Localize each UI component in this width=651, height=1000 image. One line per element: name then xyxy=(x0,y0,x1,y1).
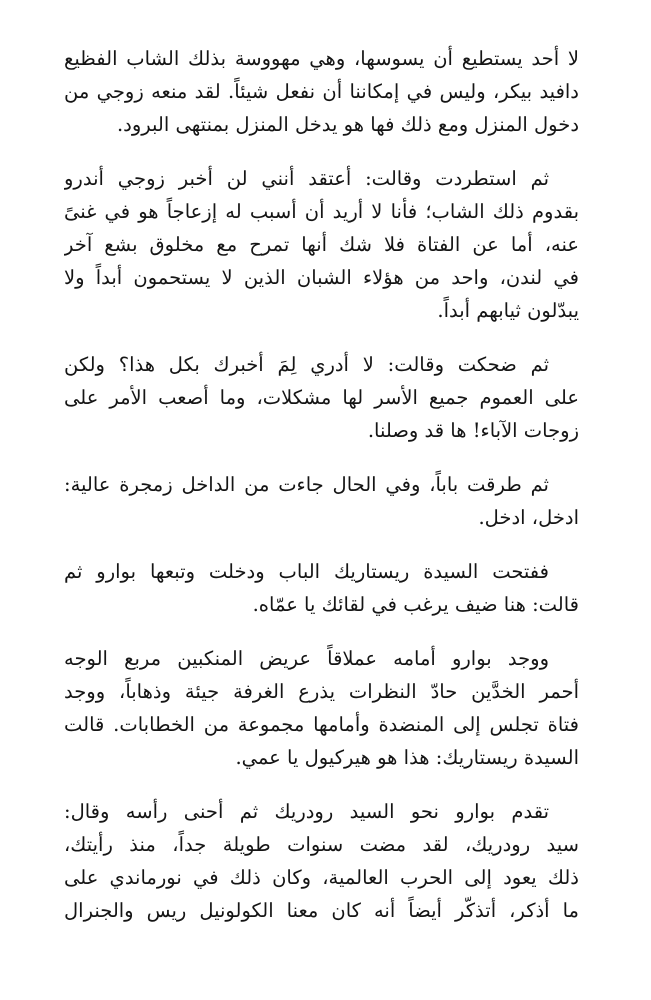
text-line: ووجد بوارو أمامه عملاقاً عريض المنكبين مربع الوجه xyxy=(64,647,549,670)
paragraph-2 xyxy=(64,162,579,327)
paragraph-3 xyxy=(64,348,579,447)
text-line: ففتحت السيدة ريستاريك الباب ودخلت وتبعها بوارو ثم xyxy=(64,560,549,583)
text-line: أحمر الخدَّين حادّ النظرات يذرع الغرفة جيئة وذهاباً، ووجد xyxy=(64,680,579,703)
text-line: ذلك يعود إلى الحرب العالمية، وكان ذلك في نورماندي على xyxy=(64,866,579,889)
text-line: ما أذكر، أتذكّر أيضاً أنه كان معنا الكولونيل ريس والجنرال xyxy=(64,899,579,922)
text-line: قالت: هنا ضيف يرغب في لقائك يا عمّاه. xyxy=(252,593,579,616)
text-line: في لندن، واحد من هؤلاء الشبان الذين لا يستحمون أبداً ولا xyxy=(64,266,579,289)
text-line: سيد رودريك، لقد مضت سنوات طويلة جداً، منذ رأيتك، xyxy=(64,833,579,856)
text-line: عنه، أما عن الفتاة فلا شك أنها تمرح مع مخلوق بشع آخر xyxy=(64,233,579,256)
text-line: ثم استطردت وقالت: أعتقد أنني لن أخبر زوجي أندرو xyxy=(64,167,549,190)
text-line: تقدم بوارو نحو السيد رودريك ثم أحنى رأسه وقال: xyxy=(64,800,549,823)
paragraph-5 xyxy=(64,555,579,621)
text-line: زوجات الآباء! ها قد وصلنا. xyxy=(367,419,579,442)
text-line: ثم طرقت باباً، وفي الحال جاءت من الداخل زمجرة عالية: xyxy=(64,473,549,496)
paragraph-1 xyxy=(64,42,579,141)
text-line: دخول المنزل ومع ذلك فها هو يدخل المنزل بمنتهى البرود. xyxy=(116,113,579,136)
text-line: فتاة تجلس إلى المنضدة وأمامها مجموعة من الخطابات. قالت xyxy=(64,713,579,736)
paragraph-6 xyxy=(64,642,579,774)
text-line: ادخل، ادخل. xyxy=(478,506,579,529)
text-line: بقدوم ذلك الشاب؛ فأنا لا أريد أن أسبب له إزعاجاً هو في غنىً xyxy=(64,200,579,223)
text-line: السيدة ريستاريك: هذا هو هيركيول يا عمي. xyxy=(235,746,579,769)
paragraph-4 xyxy=(64,468,579,534)
text-line: لا أحد يستطيع أن يسوسها، وهي مهووسة بذلك الشاب الفظيع xyxy=(64,47,579,70)
text-line: يبدّلون ثيابهم أبداً. xyxy=(437,299,579,322)
text-line: على العموم جميع الأسر لها مشكلات، وما أصعب الأمر على xyxy=(64,386,579,409)
paragraph-7 xyxy=(64,795,579,927)
text-line: دافيد بيكر، وليس في إمكاننا أن نفعل شيئاً. لقد منعه زوجي من xyxy=(64,80,579,103)
text-line: ثم ضحكت وقالت: لا أدري لِمَ أخبرك بكل هذا؟ ولكن xyxy=(64,353,549,376)
